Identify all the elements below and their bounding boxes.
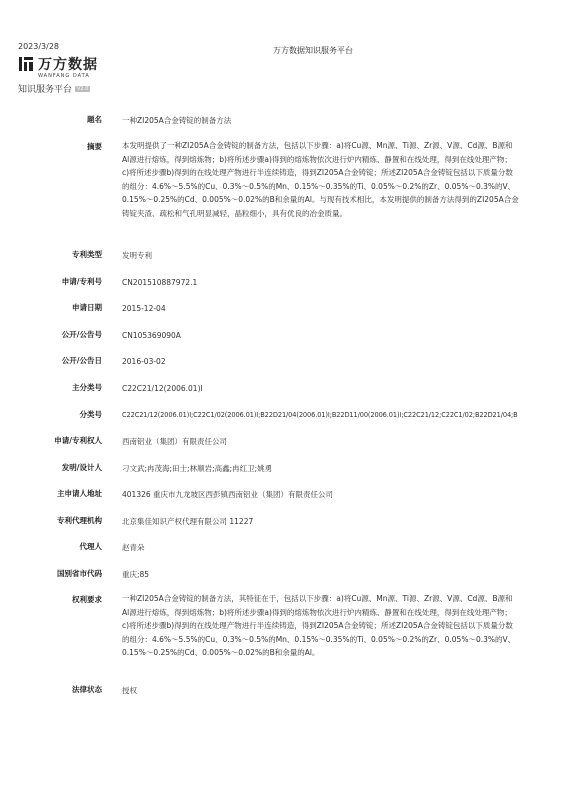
field-label: 代理人 <box>79 542 102 551</box>
site-title: 万方数据知识服务平台 <box>273 46 353 55</box>
field-value: 2015-12-04 <box>122 304 166 313</box>
wanfang-logo <box>18 54 98 95</box>
logo-text-cn: 万方数据 <box>38 57 98 73</box>
claims-line: 0.15%～0.25%的Cd、0.005%～0.02%的B和余量的Al。 <box>122 648 320 657</box>
logo-text-en: WANFANG DATA <box>38 73 90 79</box>
field-value: 401326 重庆市九龙坡区西彭镇西南铝业（集团）有限责任公司 <box>122 490 334 499</box>
field-value: C22C21/12(2006.01)I;C22C1/02(2006.01)I;B22D21/04(2006.01)I;B22D11/00(2006.01)I;C22C21/12;C22C1/02;B22D21/04;B <box>122 411 518 419</box>
claims-text <box>122 592 515 660</box>
field-label: 专利代理机构 <box>57 516 102 525</box>
field-label: 主申请人地址 <box>57 489 102 498</box>
field-label: 申请/专利号 <box>61 277 102 286</box>
field-value: 北京集佳知识产权代理有限公司 11227 <box>122 517 254 526</box>
field-value: CN201510887972.1 <box>122 278 198 287</box>
claims-line: 的组分：4.6%～5.5%的Cu、0.3%～0.5%的Mn、0.15%～0.35%的Ti、0.05%～0.2%的Zr、0.05%～0.3%的V、 <box>122 634 516 644</box>
field-value: C22C21/12(2006.01)I <box>122 384 203 393</box>
field-value: 2016-03-02 <box>122 357 166 366</box>
version-badge: V2.0 <box>77 85 89 92</box>
abstract-line: Al源进行熔炼，得到熔炼物；b)将所述步骤a)得到的熔炼物依次进行炉内精炼、静置和在线处理，得到在线处理产物； <box>122 154 512 164</box>
field-value: 重庆;85 <box>122 570 150 579</box>
abstract-line: 0.15%～0.25%的Cd、0.005%～0.02%的B和余量的Al。与现有技术相比，本发明提供的制备方法得到的ZI205A合金 <box>122 195 519 204</box>
field-label: 分类号 <box>79 410 102 419</box>
abstract-line: 本发明提供了一种ZI205A合金铸锭的制备方法，包括以下步骤：a)将Cu源、Mn源、Ti源、Zr源、V源、Cd源、B源和 <box>122 141 513 150</box>
field-label: 专利类型 <box>72 250 102 259</box>
abstract-line: 的组分：4.6%～5.5%的Cu、0.3%～0.5%的Mn、0.15%～0.35%的Ti、0.05%～0.2%的Zr、0.05%～0.3%的V、 <box>122 181 516 191</box>
field-label: 主分类号 <box>72 383 102 392</box>
field-value: CN105369090A <box>122 331 181 340</box>
abstract-text <box>122 139 519 220</box>
field-label: 申请/专利权人 <box>54 436 102 445</box>
field-value: 授权 <box>122 686 137 695</box>
abstract-line: c)将所述步骤b)得到的在线处理产物进行半连续铸造，得到ZI205A合金铸锭；所述ZI205A合金铸锭包括以下质量分数 <box>122 168 513 177</box>
field-value: 一种ZI205A合金铸锭的制备方法 <box>122 116 232 125</box>
field-label: 申请日期 <box>72 303 102 312</box>
field-label: 公开/公告号 <box>61 330 102 339</box>
claims-line: Al源进行熔炼，得到熔炼物；b)将所述步骤a)得到的熔炼物依次进行炉内精炼、静置和在线处理，得到在线处理产物； <box>122 607 512 617</box>
field-label: 权利要求 <box>72 595 102 604</box>
claims-line: 一种ZI205A合金铸锭的制备方法，其特征在于，包括以下步骤：a)将Cu源、Mn源、Ti源、Zr源、V源、Cd源、B源和 <box>122 594 513 603</box>
field-label: 发明/设计人 <box>61 463 102 472</box>
abstract-line: 铸锭夹渣、疏松和气孔明显减轻，晶粒细小，具有优良的冶金质量。 <box>122 208 347 218</box>
field-label: 国别省市代码 <box>57 569 102 578</box>
field-label: 公开/公告日 <box>61 356 102 365</box>
logo-subtitle: 知识服务平台 <box>18 85 73 95</box>
field-value: 发明专利 <box>122 251 152 260</box>
field-value: 西南铝业（集团）有限责任公司 <box>122 437 227 446</box>
claims-line: c)将所述步骤b)得到的在线处理产物进行半连续铸造，得到ZI205A合金铸锭；所述ZI205A合金铸锭包括以下质量分数 <box>122 621 513 630</box>
field-label: 法律状态 <box>72 685 102 694</box>
field-label: 题名 <box>87 115 102 124</box>
wanfang-logo-icon <box>18 56 34 72</box>
print-date: 2023/3/28 <box>18 42 60 51</box>
field-value: 刁文武;冉茂海;田士;林顺岩;高鑫;冉红卫;姚勇 <box>122 464 273 473</box>
field-label: 摘要 <box>87 142 102 151</box>
field-value: 赵青朵 <box>122 543 145 552</box>
